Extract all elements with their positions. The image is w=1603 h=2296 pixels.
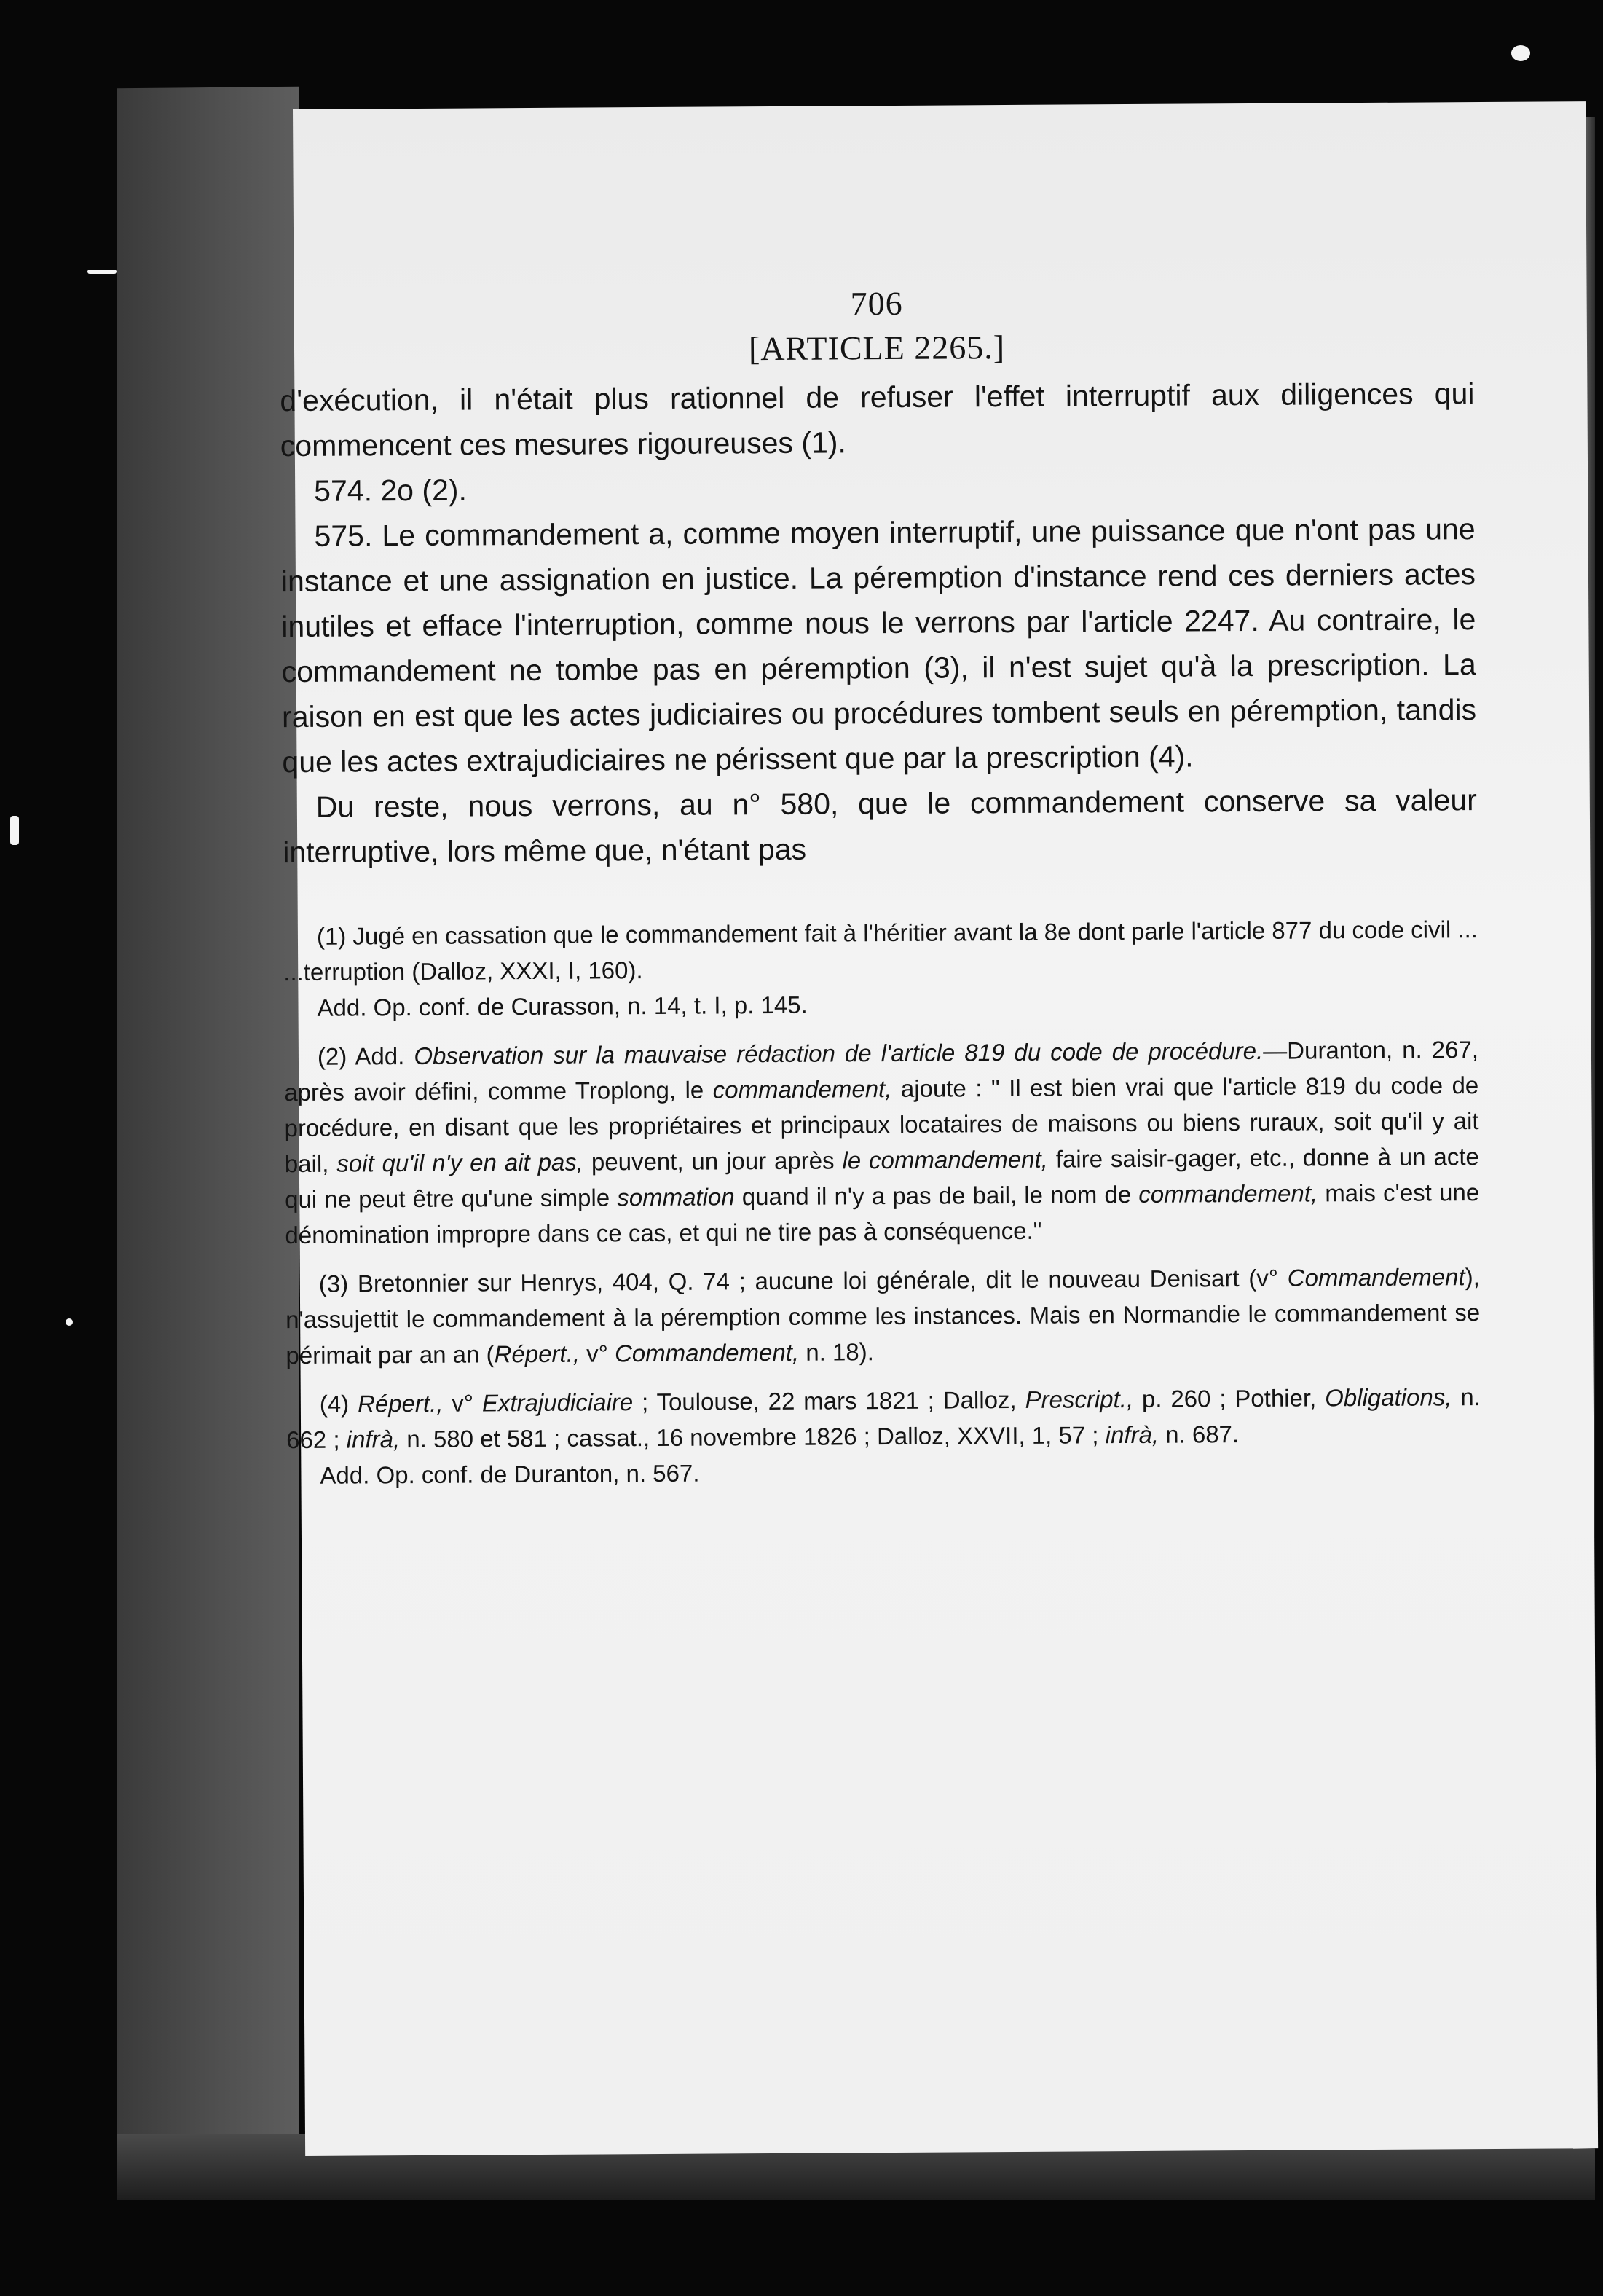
footnote-2-text: —Duranton, n. 267, après avoir défini, comme Troplong, le <box>284 1036 1479 1106</box>
footnote-3-italic: Commandement, <box>614 1338 800 1367</box>
footnote-4-text: n. 580 et 581 ; cassat., 16 novembre 1826 ; Dalloz, XXVII, 1, 57 ; <box>399 1421 1106 1453</box>
footnote-3-text: n. 18). <box>799 1338 874 1366</box>
footnote-2-italic: soit qu'il n'y en ait pas, <box>336 1148 584 1177</box>
article-heading: [ARTICLE 2265.] <box>748 329 1006 368</box>
book-page <box>280 101 1598 2156</box>
scan-speck <box>10 816 19 845</box>
footnote-2-italic: sommation <box>617 1183 735 1211</box>
footnote-2-italic: le commandement, <box>842 1145 1048 1174</box>
footnote-2-italic: commandement, <box>1138 1179 1318 1208</box>
footnote-4-text: v° <box>443 1389 483 1417</box>
footnote-4-text: n. 687. <box>1158 1420 1240 1448</box>
footnote-4-text: n. 662 ; <box>286 1383 1481 1454</box>
footnote-2-text: ajoute : " Il est bien vrai que l'article 819 du code de procédure, en disant que les propriétaires et principaux locataires de maisons ou biens ruraux, soit qu'il y ait bail, <box>284 1072 1479 1178</box>
footnote-3-text: (3) Bretonnier sur Henrys, 404, Q. 74 ; aucune loi générale, dit le nouveau Denisart (v° <box>318 1264 1288 1297</box>
footnote-3-italic: Répert., <box>494 1340 580 1368</box>
body-text <box>280 371 1477 875</box>
footnote-2-italic: commandement, <box>712 1075 892 1104</box>
footnote-3-text: ), n'assujettit le commandement à la péremption comme les instances. Mais en Normandie le commandement se périmait par an an ( <box>285 1263 1481 1369</box>
footnote-3-italic: Commandement <box>1287 1263 1465 1292</box>
footnote-3-text: v° <box>579 1340 615 1367</box>
page-number: 706 <box>850 284 903 323</box>
footnote-3 <box>285 1259 1481 1373</box>
paragraph-575: 575. Le commandement a, comme moyen interruptif, une puissance que n'ont pas une instance et une assignation en justice. La péremption d'instance rend ces derniers actes inutiles et efface l'interruption, comme nous le verrons par l'article 2247. Au contraire, le commandement ne tombe pas en péremption (3), il n'est sujet qu'à la prescription. La raison en est que les actes judiciaires ou procédures tombent seuls en péremption, tandis que les actes extrajudiciaires ne périssent que par la prescription (4). <box>280 512 1477 779</box>
book-edge <box>117 87 299 2187</box>
footnote-4-italic: Prescript., <box>1025 1385 1134 1413</box>
scan-speck <box>87 270 117 274</box>
page-text-block <box>279 280 1481 1493</box>
footnote-4-italic: infrà, <box>346 1426 401 1453</box>
footnote-1: (1) Jugé en cassation que le commandement fait à l'héritier avant la 8e dont parle l'article 877 du code civil ... ...terruption (Dalloz, XXXI, I, 160). <box>283 916 1478 986</box>
paragraph-du-reste: Du reste, nous verrons, au n° 580, que le commandement conserve sa valeur interruptive, lors même que, n'étant pas <box>283 783 1477 870</box>
footnote-2-text: quand il n'y a pas de bail, le nom de <box>734 1180 1139 1211</box>
footnote-4-text: ; Toulouse, 22 mars 1821 ; Dalloz, <box>633 1385 1025 1416</box>
footnote-4-text: (4) <box>319 1390 358 1418</box>
paragraph-574: 574. 2o (2). <box>314 473 468 508</box>
scan-speck <box>1511 45 1530 61</box>
footnote-4-addition: Add. Op. conf. de Duranton, n. 567. <box>320 1459 700 1489</box>
paragraph-continued: d'exécution, il n'était plus rationnel de refuser l'effet interruptif aux diligences qui commencent ces mesures rigoureuses (1). <box>280 377 1475 463</box>
footnote-4 <box>286 1379 1481 1458</box>
footnotes <box>283 911 1481 1493</box>
footnote-4-italic: Obligations, <box>1325 1383 1452 1412</box>
footnote-2 <box>284 1031 1480 1253</box>
footnote-2-prefix: (2) Add. <box>317 1042 414 1070</box>
footnote-4-text: p. 260 ; Pothier, <box>1133 1384 1326 1412</box>
footnote-4-italic: Extrajudiciaire <box>481 1388 634 1417</box>
footnote-2-title: Observation sur la mauvaise rédaction de l'article 819 du code de procédure. <box>414 1037 1264 1070</box>
scan-speck <box>66 1318 73 1326</box>
footnote-4-italic: Répert., <box>357 1389 444 1418</box>
footnote-1-addition: Add. Op. conf. de Curasson, n. 14, t. I, p. 145. <box>317 991 808 1021</box>
footnote-2-text: peuvent, un jour après <box>583 1147 843 1176</box>
footnote-2-text: faire saisir-gager, etc., donne à un acte qui ne peut être qu'une simple <box>285 1143 1479 1214</box>
footnote-4-italic: infrà, <box>1105 1420 1159 1449</box>
footnote-2-text: mais c'est une dénomination impropre dans ce cas, et qui ne tire pas à conséquence." <box>285 1179 1480 1249</box>
